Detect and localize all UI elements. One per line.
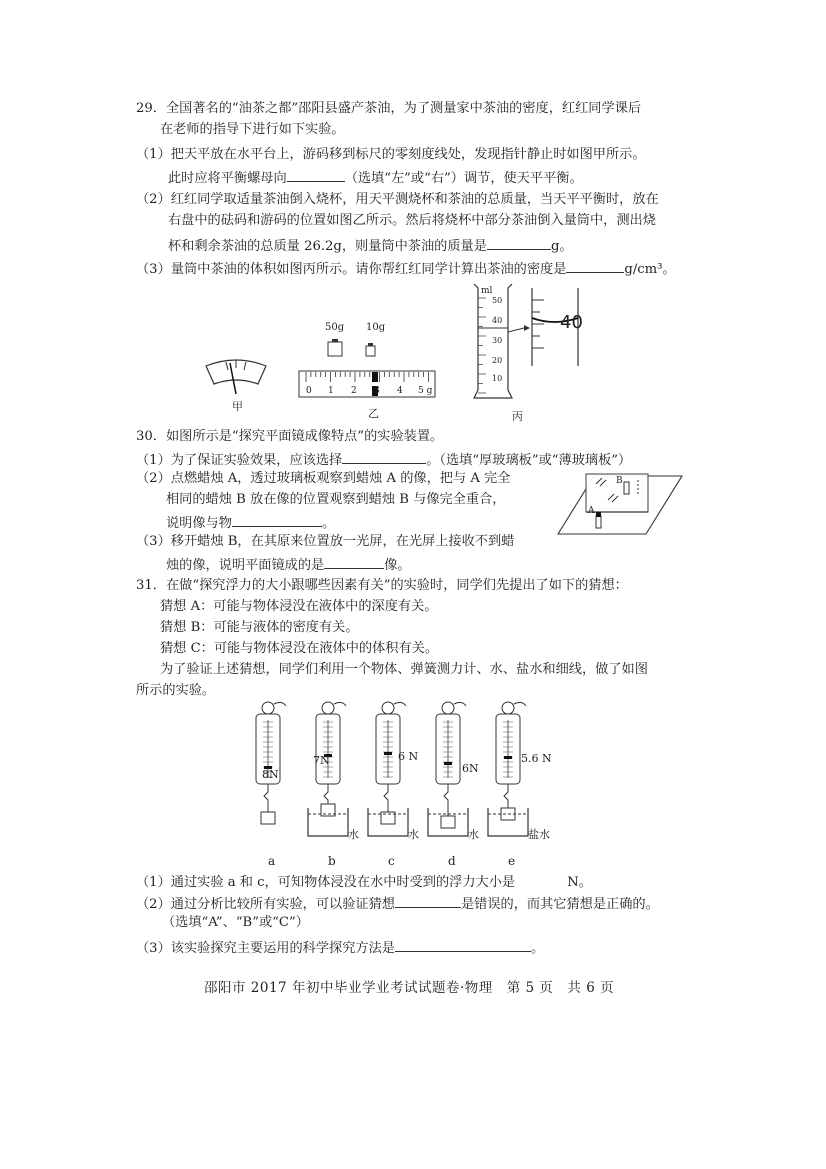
scale-string bbox=[274, 702, 286, 706]
sub-label-e: e bbox=[508, 854, 516, 868]
sub-label-a: a bbox=[268, 854, 276, 868]
figure-jia-pointer bbox=[200, 350, 272, 398]
figure-jia-caption: 甲 bbox=[232, 400, 243, 413]
hanging-object bbox=[441, 816, 455, 828]
q31-part2-text-b: 是错误的，而其它猜想是正确的。 bbox=[460, 897, 659, 912]
scale-hook bbox=[444, 784, 448, 816]
sub-label-d: d bbox=[448, 854, 456, 868]
q31-part1-text-a: （1）通过实验 a 和 c，可知物体浸没在水中时受到的浮力大小是 bbox=[136, 875, 516, 890]
reading-c: 6 N bbox=[398, 750, 419, 763]
cylinder-unit: ml bbox=[481, 286, 493, 296]
weight-10g-label: 10g bbox=[366, 322, 386, 333]
q29-part3 bbox=[136, 258, 676, 279]
scale-string bbox=[454, 702, 466, 706]
q29-answer-blank-3[interactable] bbox=[566, 258, 624, 273]
q31-answer-blank-1[interactable] bbox=[515, 872, 567, 886]
scale-pointer bbox=[444, 762, 452, 765]
scale-hook-ring bbox=[322, 702, 334, 714]
q30-part2-text-a: 说明像与物 bbox=[166, 516, 232, 531]
q29-part2-line2: 右盘中的砝码和游码的位置如图乙所示。然后将烧杯中部分茶油倒入量筒中，测出烧 bbox=[168, 213, 656, 228]
figure-bing-cylinder bbox=[468, 280, 588, 410]
q31-intro-line2: 所示的实验。 bbox=[136, 683, 216, 698]
q31-part2-line1 bbox=[136, 893, 659, 914]
ruler-tick-1: 1 bbox=[328, 386, 334, 396]
hanging-object bbox=[261, 812, 275, 824]
candle-a-label: A bbox=[588, 506, 595, 516]
ruler-tick-4: 4 bbox=[397, 386, 403, 396]
q29-part2-text-b: g。 bbox=[550, 239, 573, 254]
q29-part3-text-b: g/cm³。 bbox=[624, 262, 676, 277]
q30-part2-line1: （2）点燃蜡烛 A，透过玻璃板观察到蜡烛 A 的像，把与 A 完全 bbox=[136, 471, 511, 486]
cylinder-tick-10: 10 bbox=[492, 374, 503, 383]
q30-answer-blank-3[interactable] bbox=[324, 554, 384, 569]
q30-part2-text-b: 。 bbox=[321, 516, 336, 531]
q31-part2-line2: （选填“A”、“B”或“C”） bbox=[162, 915, 309, 930]
q29-part2-line1: （2）红红同学取适量茶油倒入烧杯，用天平测烧杯和茶油的总质量，当天平平衡时，放在 bbox=[136, 192, 659, 207]
liquid-label-d: 水 bbox=[468, 828, 479, 841]
q30-part2-line3 bbox=[166, 512, 335, 533]
q31-guess-b: 猜想 B：可能与液体的密度有关。 bbox=[160, 620, 359, 635]
reading-b: 7N bbox=[313, 754, 330, 767]
candle-b-label: B bbox=[616, 476, 623, 486]
q29-part3-text-a: （3）量筒中茶油的体积如图丙所示。请你帮红红同学计算出茶油的密度是 bbox=[136, 262, 567, 277]
figure-bing-caption: 丙 bbox=[512, 410, 523, 423]
q29-part2-text-a: 杯和剩余茶油的总质量 26.2g，则量筒中茶油的质量是 bbox=[168, 239, 487, 254]
q29-part2-line3 bbox=[168, 235, 573, 256]
page-footer: 邵阳市 2017 年初中毕业学业考试试题卷·物理 第 5 页 共 6 页 bbox=[204, 980, 615, 996]
sub-label-b: b bbox=[328, 854, 336, 868]
q31-part1-text-b: N。 bbox=[567, 875, 592, 890]
q31-guess-c: 猜想 C：可能与物体浸没在液体中的体积有关。 bbox=[160, 641, 439, 656]
q30-part3-text-b: 像。 bbox=[384, 558, 411, 573]
q30-part3-line2 bbox=[166, 554, 411, 575]
scale-pointer bbox=[384, 752, 392, 755]
q31-answer-blank-3[interactable] bbox=[395, 937, 531, 952]
ruler-tick-3: 3 bbox=[374, 386, 380, 396]
q31-stem: 31．在做“探究浮力的大小跟哪些因素有关”的实验时，同学们先提出了如下的猜想： bbox=[136, 578, 628, 593]
weights-icon bbox=[322, 338, 382, 360]
weight-50g-label: 50g bbox=[325, 322, 345, 333]
q31-guess-a: 猜想 A：可能与物体浸没在液体中的深度有关。 bbox=[160, 599, 438, 614]
q30-part1-text-a: （1）为了保证实验效果，应该选择 bbox=[136, 453, 343, 468]
scale-hook-ring bbox=[382, 702, 394, 714]
q31-answer-blank-2[interactable] bbox=[395, 893, 461, 908]
q29-part1-text-b: （选填“左”或“右”）调节，使天平平衡。 bbox=[344, 171, 583, 186]
scale-hook bbox=[264, 784, 268, 812]
ruler-tick-0: 0 bbox=[306, 386, 312, 396]
q31-part2-text-a: （2）通过分析比较所有实验，可以验证猜想 bbox=[136, 897, 395, 912]
reading-a: 8N bbox=[262, 768, 279, 781]
q29-answer-blank-2[interactable] bbox=[487, 235, 551, 250]
sub-label-c: c bbox=[388, 854, 395, 868]
reading-e: 5.6 N bbox=[521, 752, 552, 765]
q30-answer-blank-2[interactable] bbox=[232, 512, 322, 527]
cylinder-tick-50: 50 bbox=[492, 296, 503, 305]
figure-yi-caption: 乙 bbox=[368, 407, 379, 420]
q29-stem-line1: 29．全国著名的“油茶之都”邵阳县盛产茶油，为了测量家中茶油的密度，红红同学课后 bbox=[136, 101, 642, 116]
q29-stem-line2: 在老师的指导下进行如下实验。 bbox=[160, 122, 345, 137]
q31-part3-text-b: 。 bbox=[530, 941, 545, 956]
scale-hook bbox=[324, 784, 328, 804]
q29-answer-blank-1[interactable] bbox=[287, 167, 345, 182]
q30-part1-text-b: 。（选填“厚玻璃板”或“薄玻璃板”） bbox=[426, 453, 632, 468]
q30-part2-line2: 相同的蜡烛 B 放在像的位置观察到蜡烛 B 与像完全重合， bbox=[166, 492, 506, 507]
q31-intro-line1: 为了验证上述猜想，同学们利用一个物体、弹簧测力计、水、盐水和细线，做了如图 bbox=[160, 662, 648, 677]
scale-hook-ring bbox=[502, 702, 514, 714]
q29-part1-text-a: 此时应将平衡螺母向 bbox=[168, 171, 287, 186]
q30-answer-blank-1[interactable] bbox=[342, 449, 426, 464]
cylinder-tick-30: 30 bbox=[492, 336, 503, 345]
ruler-tick-2: 2 bbox=[351, 386, 357, 396]
cylinder-tick-40: 40 bbox=[492, 316, 503, 325]
q30-stem: 30．如图所示是“探究平面镜成像特点”的实验装置。 bbox=[136, 429, 444, 444]
scale-pointer bbox=[504, 756, 512, 759]
scale-string bbox=[334, 702, 346, 706]
figure-spring-scales bbox=[240, 700, 590, 840]
scale-hook-ring bbox=[262, 702, 274, 714]
ruler-tick-5: 5 g bbox=[418, 386, 433, 396]
q31-part1 bbox=[136, 872, 592, 892]
cylinder-tick-20: 20 bbox=[492, 356, 503, 365]
q29-part1-line1: （1）把天平放在水平台上，游码移到标尺的零刻度线处，发现指针静止时如图甲所示。 bbox=[136, 147, 646, 162]
q30-part3-line1: （3）移开蜡烛 B，在其原来位置放一光屏，在光屏上接收不到蜡 bbox=[136, 534, 515, 549]
liquid-label-e: 盐水 bbox=[528, 828, 550, 841]
reading-d: 6N bbox=[462, 762, 479, 775]
cylinder-zoom-reading: 40 bbox=[560, 312, 583, 333]
scale-hook bbox=[384, 784, 388, 812]
scale-string bbox=[514, 702, 526, 706]
scale-hook bbox=[504, 784, 508, 808]
q31-part3 bbox=[136, 937, 544, 958]
q29-part1-line2 bbox=[168, 167, 583, 188]
scale-string bbox=[394, 702, 406, 706]
figure-yi-ruler bbox=[298, 370, 438, 400]
q30-part1 bbox=[136, 449, 631, 470]
liquid-label-c: 水 bbox=[408, 828, 419, 841]
q31-part3-text-a: （3）该实验探究主要运用的科学探究方法是 bbox=[136, 941, 395, 956]
scale-hook-ring bbox=[442, 702, 454, 714]
liquid-label-b: 水 bbox=[348, 828, 359, 841]
q30-part3-text-a: 烛的像，说明平面镜成的是 bbox=[166, 558, 325, 573]
